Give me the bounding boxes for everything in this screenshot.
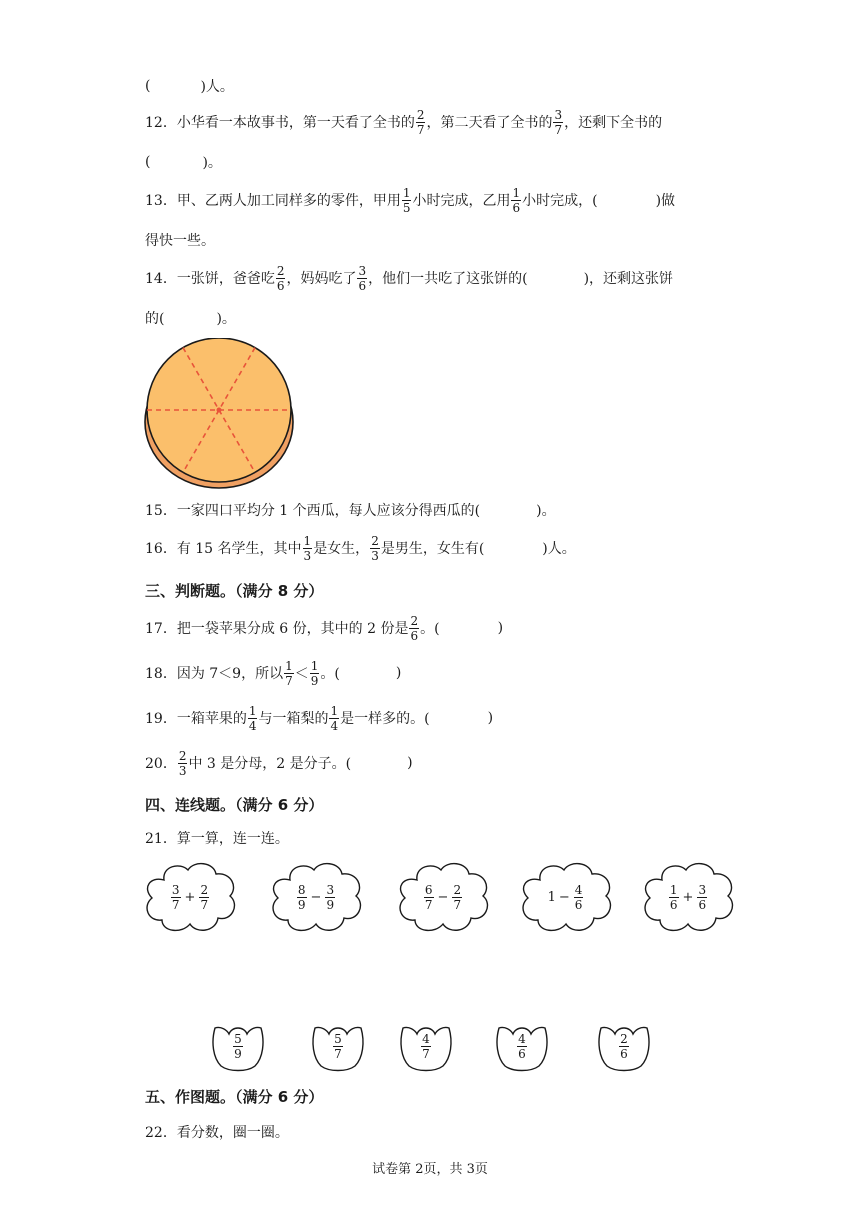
fraction: $\frac{6}{7}$ [424, 882, 433, 912]
question-12-line2: ( )。 [145, 154, 222, 171]
question-17: 17． 把一袋苹果分成 6 份，其中的 2 份是 $\frac{2}{6}$ 。( ) [145, 613, 504, 643]
question-13-line2: 得快一些。 [145, 233, 215, 249]
question-14: 14． 一张饼，爸爸吃 $\frac{2}{6}$ ，妈妈吃了 $\frac{3}{6}$ ，他们一共吃了这张饼的( )，还剩这张饼 [145, 263, 674, 293]
expression-cloud[interactable]: $\frac{3}{7}$ + $\frac{2}{7}$ [142, 858, 238, 936]
fraction: $\frac{1}{4}$ [330, 703, 339, 733]
answer-tulip[interactable] [209, 1022, 267, 1074]
question-22: 22． 看分数，圈一圈。 [145, 1125, 289, 1141]
fraction: $\frac{2}{7}$ [416, 107, 425, 137]
fraction: $\frac{5}{9}$ [234, 1032, 242, 1061]
question-19: 19． 一箱苹果的 $\frac{1}{4}$ 与一箱梨的 $\frac{1}{4}$ 是一样多的。( ) [145, 703, 494, 733]
question-18: 18． 因为 7＜9，所以 $\frac{1}{7}$ ＜ $\frac{1}{9}$ 。( ) [145, 658, 402, 688]
fraction: $\frac{2}{6}$ [620, 1032, 628, 1061]
fraction: $\frac{2}{7}$ [453, 882, 462, 912]
fraction: $\frac{1}{7}$ [285, 658, 293, 688]
question-13: 13． 甲、乙两人加工同样多的零件，甲用 $\frac{1}{5}$ 小时完成，乙用 $\frac{1}{6}$ 小时完成，( )做 [145, 185, 676, 215]
fraction: $\frac{1}{9}$ [310, 658, 319, 688]
answer-tulip[interactable] [397, 1022, 455, 1074]
fraction: $\frac{1}{3}$ [303, 533, 312, 563]
fraction: $\frac{3}{6}$ [698, 882, 707, 912]
fraction: $\frac{3}{9}$ [326, 882, 335, 912]
question-14-line2: 的( )。 [145, 311, 236, 327]
expression-cloud[interactable]: $\frac{8}{9}$ − $\frac{3}{9}$ [268, 858, 364, 936]
fraction: $\frac{2}{7}$ [200, 882, 209, 912]
fraction: $\frac{2}{6}$ [410, 613, 419, 643]
fraction: $\frac{1}{6}$ [669, 882, 678, 912]
fraction: $\frac{1}{4}$ [248, 703, 257, 733]
fraction: $\frac{3}{7}$ [554, 107, 563, 137]
fraction: $\frac{1}{5}$ [402, 185, 411, 215]
question-16: 16． 有 15 名学生，其中 $\frac{1}{3}$ 是女生， $\frac{2}{3}$ 是男生，女生有( )人。 [145, 533, 576, 563]
fraction: $\frac{4}{6}$ [518, 1032, 526, 1061]
question-15: 15． 一家四口平均分 1 个西瓜，每人应该分得西瓜的( )。 [145, 503, 556, 519]
expression-cloud[interactable]: 1 − $\frac{4}{6}$ [518, 858, 614, 936]
question-21: 21． 算一算，连一连。 [145, 831, 289, 847]
fraction: $\frac{2}{6}$ [276, 263, 285, 293]
expression-cloud[interactable]: $\frac{1}{6}$ + $\frac{3}{6}$ [640, 858, 736, 936]
answer-tulip[interactable] [309, 1022, 367, 1074]
fraction: $\frac{4}{7}$ [422, 1032, 430, 1061]
section-3-heading: 三、判断题。（满分 8 分） [145, 581, 324, 600]
fraction: $\frac{4}{6}$ [574, 882, 583, 912]
question-20: 20． $\frac{2}{3}$ 中 3 是分母，2 是分子。( ) [145, 748, 413, 778]
fraction: $\frac{1}{6}$ [512, 185, 521, 215]
fraction: $\frac{5}{7}$ [334, 1032, 342, 1061]
answer-tulip[interactable] [595, 1022, 653, 1074]
pancake-figure [143, 338, 299, 494]
expression-cloud[interactable]: $\frac{6}{7}$ − $\frac{2}{7}$ [395, 858, 491, 936]
fraction: $\frac{2}{3}$ [178, 748, 187, 778]
section-4-heading: 四、连线题。（满分 6 分） [145, 795, 324, 814]
answer-tulip[interactable] [493, 1022, 551, 1074]
fraction: $\frac{2}{3}$ [371, 533, 379, 563]
section-5-heading: 五、作图题。（满分 6 分） [145, 1087, 324, 1106]
question-12: 12． 小华看一本故事书，第一天看了全书的 $\frac{2}{7}$ ，第二天看了全书的 $\frac{3}{7}$ ，还剩下全书的 [145, 107, 663, 137]
q11-tail: ( )人。 [145, 78, 234, 95]
fraction: $\frac{3}{6}$ [358, 263, 367, 293]
fraction: $\frac{8}{9}$ [297, 882, 306, 912]
page-footer: 试卷第 2页，共 3页 [372, 1162, 488, 1177]
fraction: $\frac{3}{7}$ [171, 882, 180, 912]
